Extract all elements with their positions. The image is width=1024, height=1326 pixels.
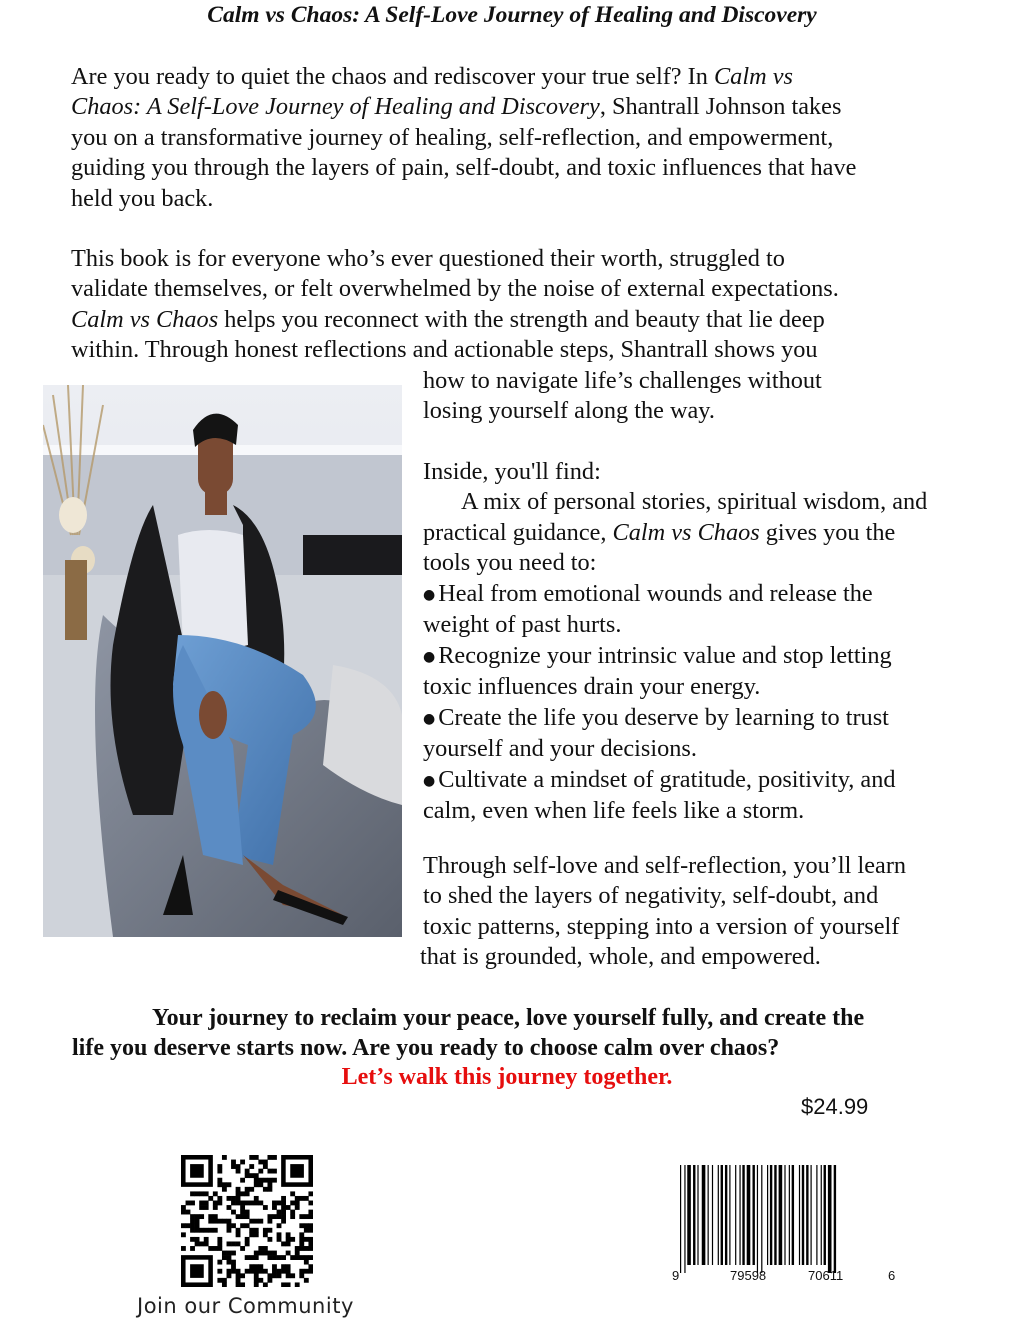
closing-paragraph bbox=[72, 1003, 864, 1064]
inside-section bbox=[423, 457, 927, 827]
bullet-icon: ● bbox=[423, 648, 436, 665]
qr-code-icon bbox=[181, 1155, 313, 1287]
purpose-title-ref: Calm vs Chaos bbox=[71, 305, 219, 333]
bullet-icon: ● bbox=[423, 772, 436, 789]
bullet-text: Recognize your intrinsic value and stop letting bbox=[438, 641, 892, 669]
intro-text: held you back. bbox=[71, 184, 214, 212]
inside-title-ref: Calm vs Chaos bbox=[612, 518, 760, 546]
bullet-text: yourself and your decisions. bbox=[423, 735, 697, 763]
closing-text: life you deserve starts now. Are you ready to choose calm over chaos? bbox=[72, 1035, 780, 1062]
intro-text: , Shantrall Johnson takes bbox=[599, 93, 842, 121]
intro-text: you on a transformative journey of healing, self-reflection, and empowerment, bbox=[71, 123, 834, 151]
intro-text: guiding you through the layers of pain, self-doubt, and toxic influences that have bbox=[71, 154, 857, 182]
author-photo-illustration bbox=[43, 385, 402, 937]
bullet-item bbox=[423, 703, 927, 735]
reflection-text: toxic patterns, stepping into a version of yourself bbox=[423, 912, 900, 940]
book-title: Calm vs Chaos: A Self-Love Journey of Healing and Discovery bbox=[207, 2, 817, 28]
inside-heading: Inside, you'll find: bbox=[423, 458, 601, 485]
bullet-text: Heal from emotional wounds and release the bbox=[438, 579, 873, 607]
barcode-digit: 79598 bbox=[730, 1268, 767, 1283]
purpose-text: within. Through honest reflections and actionable steps, Shantrall shows you bbox=[71, 336, 818, 364]
bullet-text: calm, even when life feels like a storm. bbox=[423, 797, 805, 825]
purpose-text: how to navigate life’s challenges without bbox=[423, 366, 822, 394]
purpose-text: helps you reconnect with the strength and beauty that lie deep bbox=[218, 305, 825, 333]
reflection-text: Through self-love and self-reflection, you’ll learn bbox=[423, 852, 907, 879]
purpose-text: This book is for everyone who’s ever questioned their worth, struggled to bbox=[71, 245, 785, 272]
intro-title-ref: Chaos: A Self-Love Journey of Healing and Discovery bbox=[71, 93, 600, 121]
reflection-paragraph bbox=[420, 851, 907, 973]
purpose-text: validate themselves, or felt overwhelmed by the noise of external expectations. bbox=[71, 275, 839, 303]
inside-text: gives you the bbox=[759, 518, 896, 546]
bullet-item bbox=[423, 641, 927, 673]
barcode bbox=[668, 1160, 898, 1290]
bullet-item bbox=[423, 765, 927, 797]
community-label: Join our Community bbox=[137, 1294, 354, 1318]
qr-code[interactable] bbox=[181, 1155, 313, 1287]
barcode-digit: 70611 bbox=[808, 1268, 844, 1283]
bullet-text: Cultivate a mindset of gratitude, positivity, and bbox=[438, 765, 896, 793]
bullet-item bbox=[423, 579, 927, 611]
closing-text: Your journey to reclaim your peace, love yourself fully, and create the bbox=[152, 1005, 865, 1031]
reflection-text: that is grounded, whole, and empowered. bbox=[420, 943, 821, 971]
purpose-text: losing yourself along the way. bbox=[423, 397, 715, 425]
inside-text: A mix of personal stories, spiritual wisdom, and bbox=[461, 488, 928, 516]
barcode-icon bbox=[668, 1160, 898, 1280]
price-label: $24.99 bbox=[801, 1094, 869, 1119]
barcode-digit: 6 bbox=[888, 1268, 896, 1283]
bullet-text: Create the life you deserve by learning to trust bbox=[438, 703, 889, 731]
bullet-icon: ● bbox=[423, 710, 436, 727]
barcode-digit: 9 bbox=[672, 1268, 680, 1283]
intro-title-ref: Calm vs bbox=[713, 63, 793, 90]
intro-text: Are you ready to quiet the chaos and rediscover your true self? In bbox=[71, 63, 714, 90]
bullet-text: weight of past hurts. bbox=[423, 611, 622, 639]
inside-text: tools you need to: bbox=[423, 549, 597, 577]
reflection-text: to shed the layers of negativity, self-doubt, and bbox=[423, 882, 879, 910]
bullet-icon: ● bbox=[423, 586, 436, 603]
author-photo bbox=[43, 385, 402, 937]
inside-text: practical guidance, bbox=[423, 518, 613, 546]
call-to-action: Let’s walk this journey together. bbox=[341, 1064, 673, 1090]
intro-paragraph bbox=[71, 62, 856, 214]
bullet-text: toxic influences drain your energy. bbox=[423, 673, 761, 701]
